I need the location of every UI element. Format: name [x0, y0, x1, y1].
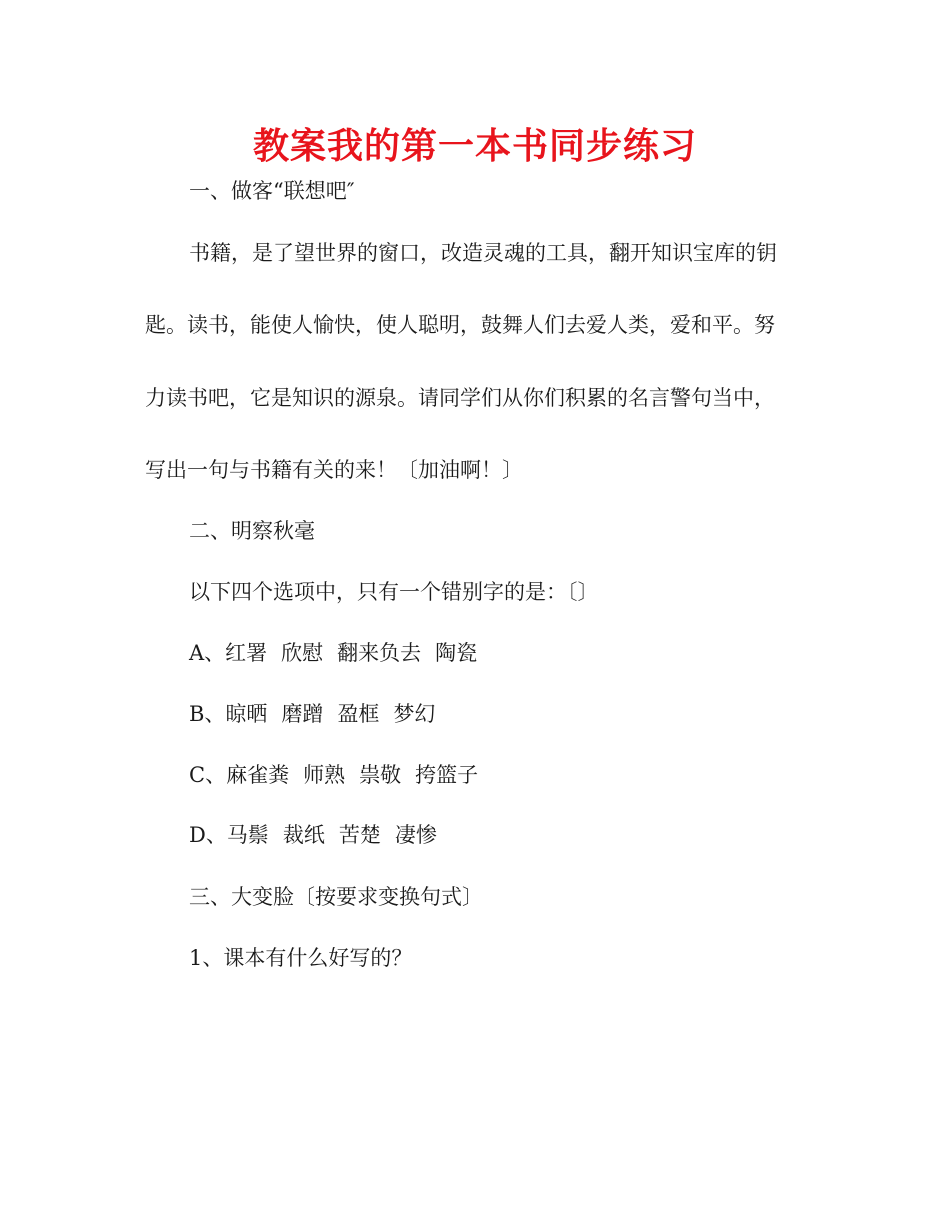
option-word: 裁纸 — [282, 823, 325, 847]
paragraph-line-2: 匙。读书，能使人愉快，使人聪明，鼓舞人们去爱人类，爱和平。努 — [145, 313, 775, 337]
option-word: 祟敬 — [359, 763, 402, 787]
option-word: 梦幻 — [393, 702, 436, 726]
option-word: 欣慰 — [281, 641, 324, 665]
option-word: 挎篮子 — [415, 763, 479, 787]
option-label: A、 — [189, 641, 226, 665]
option-word: 陶瓷 — [435, 641, 478, 665]
option-a — [189, 638, 477, 668]
option-word: 师熟 — [303, 763, 346, 787]
question-text: 以下四个选项中，只有一个错别字的是：〔〕 — [189, 580, 599, 604]
option-label: D、 — [189, 823, 227, 847]
section-3-item-1: 1、课本有什么好写的？ — [189, 946, 413, 970]
option-d — [189, 820, 437, 850]
option-word: 翻来负去 — [337, 641, 422, 665]
paragraph-line-4: 写出一句与书籍有关的来！〔加油啊！〕 — [145, 458, 523, 482]
option-word: 马鬃 — [226, 823, 269, 847]
paragraph-line-1: 书籍，是了望世界的窗口，改造灵魂的工具，翻开知识宝库的钥 — [189, 241, 777, 265]
paragraph-line-3: 力读书吧，它是知识的源泉。请同学们从你们积累的名言警句当中， — [145, 386, 775, 410]
option-word: 红署 — [225, 641, 268, 665]
page-title: 教案我的第一本书同步练习 — [252, 126, 697, 167]
section-3-heading: 三、大变脸〔按要求变换句式〕 — [189, 885, 483, 909]
option-label: C、 — [189, 763, 227, 787]
option-word: 盈框 — [337, 702, 380, 726]
option-word: 磨蹭 — [281, 702, 324, 726]
option-label: B、 — [189, 702, 226, 726]
option-c — [189, 760, 478, 790]
option-word: 苦楚 — [338, 823, 381, 847]
option-word: 麻雀粪 — [226, 763, 290, 787]
option-word: 凄惨 — [394, 823, 437, 847]
option-b — [189, 699, 435, 729]
section-1-heading: 一、做客“联想吧″ — [189, 179, 355, 203]
option-word: 晾晒 — [225, 702, 268, 726]
section-2-heading: 二、明察秋毫 — [189, 519, 315, 543]
